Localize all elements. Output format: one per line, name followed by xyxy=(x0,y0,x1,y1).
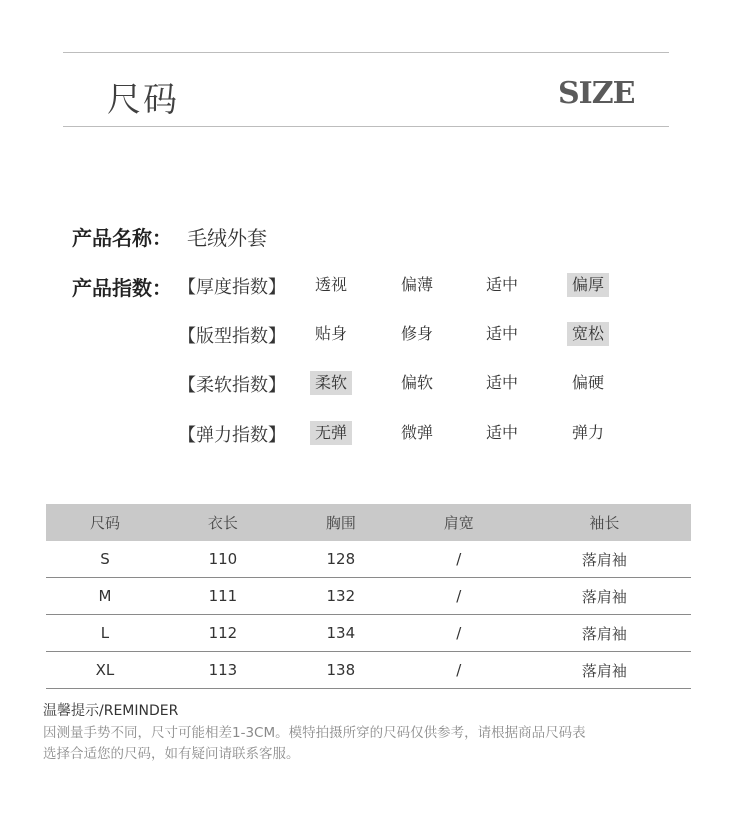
table-cell: 落肩袖 xyxy=(518,541,691,578)
reminder-line-1: 因测量手势不同，尺寸可能相差1-3CM。模特拍摄所穿的尺码仅供参考，请根据商品尺码表 xyxy=(43,725,586,741)
index-option: 偏软 xyxy=(401,373,434,392)
column-header: 衣长 xyxy=(164,504,282,541)
index-option: 适中 xyxy=(486,423,519,442)
table-cell: 113 xyxy=(164,652,282,689)
column-header: 肩宽 xyxy=(400,504,518,541)
column-header: 袖长 xyxy=(518,504,691,541)
reminder-line-2: 选择合适您的尺码，如有疑问请联系客服。 xyxy=(43,746,300,762)
index-option: 宽松 xyxy=(567,322,609,346)
table-cell: 132 xyxy=(282,578,400,615)
index-option: 微弹 xyxy=(401,423,434,442)
header-bottom-rule xyxy=(63,126,669,127)
section-title-cn: 尺码 xyxy=(107,80,179,120)
size-table xyxy=(46,504,691,689)
table-cell: 134 xyxy=(282,615,400,652)
index-option: 柔软 xyxy=(310,371,352,395)
index-option: 偏薄 xyxy=(401,275,434,294)
table-row xyxy=(46,652,691,689)
column-header: 胸围 xyxy=(282,504,400,541)
table-row xyxy=(46,541,691,578)
index-option: 适中 xyxy=(486,324,519,343)
table-cell: 111 xyxy=(164,578,282,615)
product-name-label: 产品名称： xyxy=(72,226,172,250)
table-cell: / xyxy=(400,615,518,652)
index-option: 无弹 xyxy=(310,421,352,445)
index-option: 弹力 xyxy=(572,423,605,442)
table-cell: L xyxy=(46,615,164,652)
table-cell: 落肩袖 xyxy=(518,652,691,689)
table-cell: 110 xyxy=(164,541,282,578)
table-cell: / xyxy=(400,578,518,615)
table-cell: 128 xyxy=(282,541,400,578)
table-cell: 落肩袖 xyxy=(518,615,691,652)
index-option: 偏厚 xyxy=(567,273,609,297)
table-cell: 落肩袖 xyxy=(518,578,691,615)
index-option: 贴身 xyxy=(315,324,348,343)
product-index-label: 产品指数： xyxy=(72,276,172,300)
index-option: 修身 xyxy=(401,324,434,343)
index-name-thickness: 【厚度指数】 xyxy=(178,277,286,298)
table-row xyxy=(46,615,691,652)
table-cell: 138 xyxy=(282,652,400,689)
header-top-rule xyxy=(63,52,669,53)
column-header: 尺码 xyxy=(46,504,164,541)
table-cell: 112 xyxy=(164,615,282,652)
table-cell: / xyxy=(400,541,518,578)
table-header-row xyxy=(46,504,691,541)
index-name-elasticity: 【弹力指数】 xyxy=(178,425,286,446)
reminder-title: 温馨提示/REMINDER xyxy=(43,703,179,719)
index-option: 适中 xyxy=(486,373,519,392)
table-row xyxy=(46,578,691,615)
index-name-fit: 【版型指数】 xyxy=(178,326,286,347)
index-option: 偏硬 xyxy=(572,373,605,392)
table-cell: M xyxy=(46,578,164,615)
section-title-en: SIZE xyxy=(558,76,635,111)
table-cell: / xyxy=(400,652,518,689)
index-option: 适中 xyxy=(486,275,519,294)
index-option: 透视 xyxy=(315,275,348,294)
table-cell: XL xyxy=(46,652,164,689)
table-cell: S xyxy=(46,541,164,578)
product-name-value: 毛绒外套 xyxy=(187,226,267,250)
index-name-softness: 【柔软指数】 xyxy=(178,375,286,396)
